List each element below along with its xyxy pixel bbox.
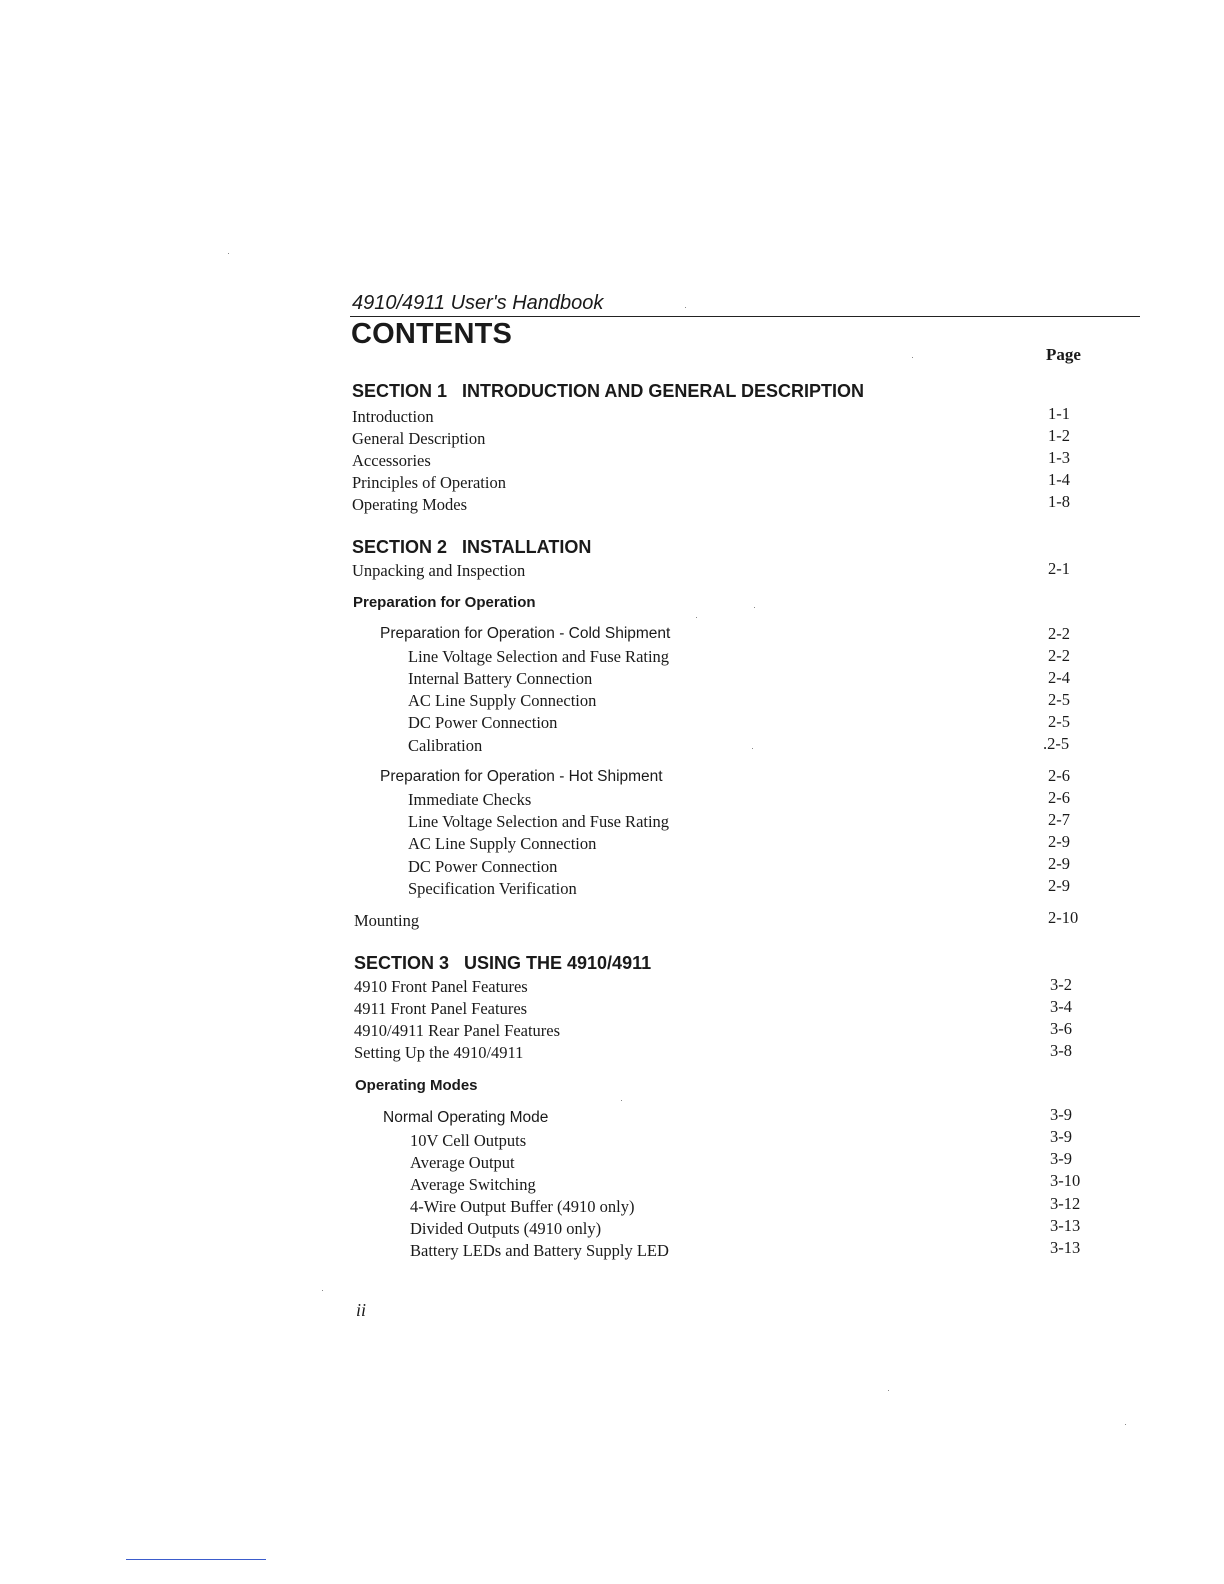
toc-page-number: 2-10 bbox=[1048, 908, 1079, 927]
section-number: SECTION 1 bbox=[352, 381, 448, 401]
toc-page-number: 3-4 bbox=[1050, 997, 1072, 1016]
toc-page-number: 2-2 bbox=[1048, 646, 1070, 665]
section-title: INTRODUCTION AND GENERAL DESCRIPTION bbox=[462, 381, 865, 401]
section-title: USING THE 4910/4911 bbox=[464, 953, 652, 973]
toc-entry[interactable]: Introduction bbox=[352, 407, 434, 426]
scan-speck bbox=[228, 253, 229, 254]
toc-page-number: 2-6 bbox=[1048, 766, 1070, 785]
toc-entry[interactable]: DC Power Connection bbox=[408, 713, 558, 732]
toc-page-number: 3-13 bbox=[1050, 1216, 1081, 1235]
toc-page-number: 2-1 bbox=[1048, 559, 1070, 578]
toc-entry[interactable]: Setting Up the 4910/4911 bbox=[354, 1043, 524, 1062]
toc-page-number: 1-1 bbox=[1048, 404, 1070, 423]
toc-page-number: 2-5 bbox=[1048, 690, 1070, 709]
toc-entry[interactable]: Average Switching bbox=[410, 1175, 536, 1194]
scan-speck bbox=[1125, 1424, 1126, 1425]
toc-page-number: 3-2 bbox=[1050, 975, 1072, 994]
section-2-heading bbox=[352, 537, 591, 558]
toc-entry[interactable]: 10V Cell Outputs bbox=[410, 1131, 527, 1150]
scan-speck bbox=[696, 617, 697, 618]
handbook-title: 4910/4911 User's Handbook bbox=[352, 292, 604, 314]
toc-page-number: 3-6 bbox=[1050, 1019, 1072, 1038]
toc-entry[interactable]: Divided Outputs (4910 only) bbox=[410, 1219, 602, 1238]
toc-entry[interactable]: 4-Wire Output Buffer (4910 only) bbox=[410, 1197, 635, 1216]
toc-entry[interactable]: General Description bbox=[352, 429, 486, 448]
page-column-label: Page bbox=[1046, 345, 1081, 364]
section-3-heading bbox=[354, 953, 651, 974]
toc-page-number: 3-13 bbox=[1050, 1238, 1081, 1257]
scan-speck bbox=[754, 607, 755, 608]
toc-entry[interactable]: Principles of Operation bbox=[352, 473, 506, 492]
toc-entry[interactable]: Line Voltage Selection and Fuse Rating bbox=[408, 812, 670, 831]
header-rule bbox=[350, 316, 1140, 317]
toc-entry[interactable]: Calibration bbox=[408, 736, 483, 755]
toc-page-number: 3-9 bbox=[1050, 1105, 1072, 1124]
scan-speck bbox=[322, 1290, 323, 1291]
toc-page-number: 3-9 bbox=[1050, 1127, 1072, 1146]
operating-modes-subheading: Operating Modes bbox=[355, 1077, 478, 1094]
toc-page-number: 2-9 bbox=[1048, 876, 1070, 895]
toc-page-number: 2-2 bbox=[1048, 624, 1070, 643]
toc-page-number: 2-9 bbox=[1048, 832, 1070, 851]
toc-group-entry[interactable]: Preparation for Operation - Hot Shipment bbox=[380, 768, 663, 785]
toc-entry[interactable]: Immediate Checks bbox=[408, 790, 532, 809]
toc-page-number: 3-9 bbox=[1050, 1149, 1072, 1168]
bottom-link-rule bbox=[126, 1559, 266, 1560]
toc-page-number: 2-4 bbox=[1048, 668, 1070, 687]
contents-heading: CONTENTS bbox=[351, 318, 513, 350]
toc-page-number: 1-2 bbox=[1048, 426, 1070, 445]
toc-page-number: 1-8 bbox=[1048, 492, 1070, 511]
toc-entry[interactable]: AC Line Supply Connection bbox=[408, 691, 597, 710]
toc-page-number: 2-5 bbox=[1048, 712, 1070, 731]
scan-speck bbox=[621, 1100, 622, 1101]
scan-speck bbox=[888, 1390, 889, 1391]
toc-entry[interactable]: Mounting bbox=[354, 911, 420, 930]
page-number: ii bbox=[356, 1300, 367, 1320]
toc-page-number: 3-12 bbox=[1050, 1194, 1081, 1213]
toc-entry[interactable]: Battery LEDs and Battery Supply LED bbox=[410, 1241, 669, 1260]
scan-speck bbox=[912, 357, 913, 358]
toc-page-number: 2-6 bbox=[1048, 788, 1070, 807]
toc-entry[interactable]: Unpacking and Inspection bbox=[352, 561, 526, 580]
toc-page-number: 1-3 bbox=[1048, 448, 1070, 467]
toc-entry[interactable]: 4910 Front Panel Features bbox=[354, 977, 528, 996]
toc-page-number: 2-9 bbox=[1048, 854, 1070, 873]
section-title: INSTALLATION bbox=[462, 537, 592, 557]
scan-speck bbox=[685, 307, 686, 308]
section-number: SECTION 2 bbox=[352, 537, 448, 557]
toc-entry[interactable]: Accessories bbox=[352, 451, 431, 470]
section-1-heading bbox=[352, 381, 864, 402]
toc-group-entry[interactable]: Normal Operating Mode bbox=[383, 1109, 549, 1126]
toc-page-number: 3-10 bbox=[1050, 1171, 1081, 1190]
toc-entry[interactable]: Internal Battery Connection bbox=[408, 669, 593, 688]
toc-entry[interactable]: 4911 Front Panel Features bbox=[354, 999, 528, 1018]
toc-entry[interactable]: Line Voltage Selection and Fuse Rating bbox=[408, 647, 670, 666]
toc-entry[interactable]: Specification Verification bbox=[408, 879, 577, 898]
toc-page-number: 3-8 bbox=[1050, 1041, 1072, 1060]
toc-entry[interactable]: Operating Modes bbox=[352, 495, 468, 514]
toc-entry[interactable]: AC Line Supply Connection bbox=[408, 834, 597, 853]
preparation-subheading: Preparation for Operation bbox=[353, 594, 536, 611]
toc-entry[interactable]: 4910/4911 Rear Panel Features bbox=[354, 1021, 561, 1040]
toc-page-number: 2-7 bbox=[1048, 810, 1070, 829]
section-number: SECTION 3 bbox=[354, 953, 450, 973]
toc-entry[interactable]: Average Output bbox=[410, 1153, 515, 1172]
toc-group-entry[interactable]: Preparation for Operation - Cold Shipment bbox=[380, 625, 671, 642]
toc-page-number: .2-5 bbox=[1043, 734, 1070, 753]
toc-page-number: 1-4 bbox=[1048, 470, 1070, 489]
scan-speck bbox=[752, 748, 753, 749]
toc-entry[interactable]: DC Power Connection bbox=[408, 857, 558, 876]
